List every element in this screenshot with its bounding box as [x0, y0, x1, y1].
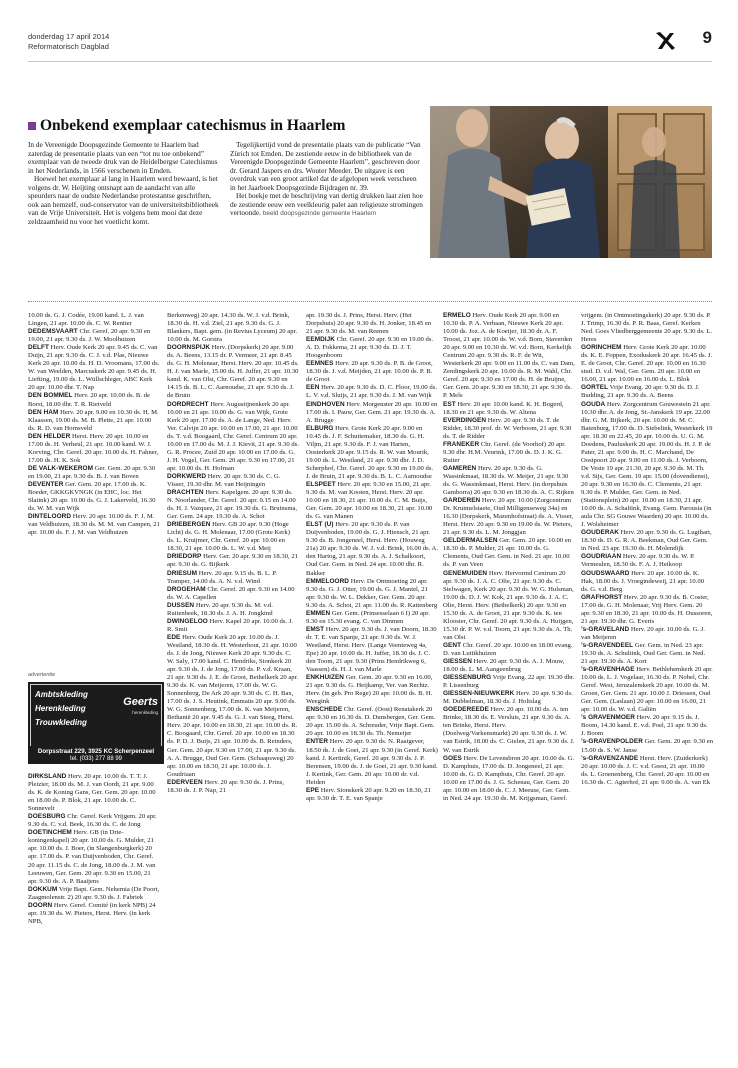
listing-entry	[167, 521, 299, 553]
service-details: Herv. 20 apr. 10.00 ds. G. J. van Meijeren	[581, 625, 705, 641]
service-details: Chr. Geref. 20 apr. 9.30 en 14.00 ds. W. A. Capellen	[167, 585, 295, 601]
listing-entry	[167, 779, 299, 795]
service-details: Herv. Oude Kerk 20 apr. 10.00 ds. J. Westland, 18.30 ds. H. Westerhout, 21 apr. 10.00 ds. J. de Jong, Nieuwe Kerk 20 apr. 9.30 ds. C. W. Saly, 17.00 kand. C. Hendriks, Sionkerk 20 apr. 9.30 ds. J. de Jong, 17.00 ds. P. v.d. Kraan, 21 apr. 9.30 ds. J. E. de Groot, Bethelkerk 20 apr. 9.30 ds. K. van Meijeren, 17.00 ds. W. G. Sonnenberg, De Ark 20 apr. 9.30 ds. C. H. Bax, 17.00 ds. J. S. Heutink, Emmaüs 20 apr. 9.00 ds. W. G. Sonnenberg, 17.00 ds. K. van Meijeren, Bethanië 20 apr. 9.45 ds. G. J. van Steeg, Herst. Herv. 20 apr. 10.00 en 18.30, 21 apr. 10.00 ds. R. C. Boogaard, Chr. Geref. 20 apr. 10.00 en 18.30 ds. P. D. J. Buijs, 21 apr. 10.00 ds. B. Reinders, Ger. Gem. 20 apr. 9.30 en 17.00, 21 apr. 9.30 ds. A. A. Brugge, Oud Ger. Gem. (Schaapsweg) 20 apr. 10.00 en 18.30, 21 apr. 10.00 ds. J. Goudriaan	[167, 633, 299, 778]
place-name: GOEDEREEDE	[443, 706, 489, 714]
place-name: DOESBURG	[28, 813, 66, 821]
listing-entry	[443, 642, 575, 658]
listing-entry	[28, 433, 160, 465]
listing-entry	[28, 409, 160, 433]
service-details: Ger. Gem. 20 apr. 17.00 ds. K. Boeder, GKKGKVNGK (in EHC, loc. Het Slatink) 20 apr. 10.00 ds. G. J. Lakerveld, 16.30 ds. W. M. van Wijk	[28, 480, 156, 513]
place-name: EEN	[306, 384, 320, 392]
place-name: DEN BOMMEL	[28, 392, 73, 400]
place-name: DWINGELOO	[167, 617, 208, 625]
listing-entry	[581, 384, 713, 400]
listing-entry	[443, 690, 575, 706]
place-name: ’s-GRAVENZANDE	[581, 754, 639, 762]
service-details: Herv. Ger. 20 apr. 9.30 en 18.30, 21 apr. 9.30 ds. G. Bijkerk	[167, 553, 298, 569]
listing-entry	[306, 610, 438, 626]
service-details: Herv. 20 apr. 9.30 ds. N. Raatgever, 18.50 ds. J. de Goei, 21 apr. 9.30 (in Geref. Kerk) kand. J. Kertinik, Geref. 20 apr. 9.30 ds. J. P. Berensen, 19.00 ds. J. de Goei, 21 apr. 9.30 kand. J. Kertink, Ger. Gem. 20 apr. 10.00 dr. v.d. Heiden	[306, 738, 438, 786]
church-listing-column-5	[581, 312, 713, 787]
listing-entry	[167, 634, 299, 779]
listing-entry	[443, 537, 575, 569]
place-name: GRAFHORST	[581, 593, 623, 601]
service-details: Vrije Bapt. Gem. Nehemia (De Poort, Zaagmolenstr. 2) 20 apr. 9.30 ds. J. Fabriek	[28, 885, 160, 901]
place-name: EDE	[167, 633, 181, 641]
place-name: DRIEBERGEN	[167, 521, 211, 529]
listing-entry	[167, 344, 299, 400]
listing-entry	[581, 553, 713, 569]
listing-entry	[167, 473, 299, 489]
ad-line: Herenkleding	[35, 704, 86, 713]
listing-entry	[443, 441, 575, 465]
page-header	[28, 22, 712, 62]
advertisement[interactable]	[28, 682, 164, 764]
place-name: DE VALK-WEKEROM	[28, 464, 94, 472]
place-name: ’s-GRAVENPOLDER	[581, 738, 643, 746]
service-details: Herv. Oude Kerk 20 apr. 9.45 ds. C. van Duijn, 21 apr. 9.30 ds. C. J. v.d. Plas, Nieuwe Kerk 20 apr. 10.00 ds. H. D. Vroomans, 17.00 ds. W. van Weelden, Marcuskerk 20 apr. 9.45 ds. H. Liefting, 19.00 ds. L. Wüllschleger, ABC Kerk 20 apr. 10.00 dhr. T. Nap	[28, 344, 160, 392]
place-name: GENEMUIDEN	[443, 569, 488, 577]
church-listing-column-1b	[28, 773, 160, 926]
service-details: Herv. Oude Kerk 20 apr. 9.00 en 10.30 ds. P. A. Verbaan, Nieuwe Kerk 20 apr. 10.00 ds. Joz. A. de Koeijer, 18.30 dr. A. F. Troost, 21 apr. 10.00 ds. W. v.d. Born, Staverden 20 apr. 9.00 en 10.30 ds. W. v.d. Born, Kerkelijk Centrum 20 apr. 9.30 ds. R. F. de Wit, Westerkerk 20 apr. 9.00 en 11.00 ds. C. van Dam, Zendingskerk 20 apr. 10.00 ds. R. M. Wahl, Chr. Geref. 20 apr. 9.30 en 17.00 ds. H. de Bruijne, Ger. Gem. 20 apr. 9.30 en 18.30, 21 apr. 9.30 ds. P. Mels	[443, 312, 575, 400]
listing-entry	[581, 570, 713, 594]
photo-credit: beeld doopsgezinde gemeente Haarlem	[262, 210, 377, 218]
service-details: Chr. Geref. (Oost) Renatakerk 20 apr. 9.30 en 16.30 ds. D. Dunsbergen, Ger. Gem. 20 apr. 15.00 ds. A. Schreuder, Vrije Bapt. Gem. 20 apr. 10.00 en 18.30 ds. Th. Nemeijer	[306, 706, 436, 738]
place-name: GIESSENBURG	[443, 674, 492, 682]
listing-entry	[306, 787, 438, 803]
place-name: DRIEDORP	[167, 553, 202, 561]
listing-entry	[306, 674, 438, 706]
listing-entry	[581, 312, 713, 344]
listing-entry	[167, 570, 299, 586]
listing-entry	[167, 553, 299, 569]
place-name: DINTELOORD	[28, 513, 72, 521]
article-paragraph: In de Vereenigde Doopsgezinde Gemeente te Haarlem had zaterdag de presentatie plaats van een “tot nu toe onbekend” exemplaar van de tweede druk van de Heidelbergse Catechismus in het Nederlands, in 1566 verschenen in Emden.	[28, 140, 218, 175]
place-name: ELBURG	[306, 424, 334, 432]
service-details: vrijgem. (in Ontmoetingskerk) 20 apr. 9.30 ds. P. J. Trimp, 16.30 ds. P. R. Baas, Geref. Kerken Ned. Goes Vliedberggemeente 20 apr. 9.30 ds. L. Heres	[581, 312, 713, 344]
article-paragraph: Tegelijkertijd vond de presentatie plaats van de publicatie “Van Zürich tot Emden. De zestiende eeuw in de bibliotheek van de Vereenigde Doopsgezinde Gemeente Haarlem”, geschreven door dr. Gerard Jaspers en drs. Wouter Meeder. De uitgave is een overdruk van een groot artikel dat de afgelopen week verscheen in het Jaarboek Doopsgezinde Bijdragen nr. 39.	[230, 140, 421, 192]
place-name: EST	[443, 400, 456, 408]
place-name: DOETINCHEM	[28, 829, 72, 837]
place-name: DRACHTEN	[167, 489, 204, 497]
listing-entry	[28, 481, 160, 513]
listing-entry	[28, 773, 160, 813]
listing-entry	[581, 642, 713, 666]
place-name: ENKHUIZEN	[306, 674, 345, 682]
service-details: Herv. GB 20 apr. 9.30 (Hoge Licht) ds. G. H. Molenaar, 17.00 (Grote Kerk) ds. L. Kruijmer, Chr. Geref. 20 apr. 10.00 en 18.30, 21 apr. 10.00 ds. L. W. v.d. Meij	[167, 521, 290, 553]
place-name: ’s GRAVENMOER	[581, 714, 635, 722]
service-details: Herv. 20 apr. 9.30 en 15.00, 21 apr. 9.30 ds. M. van Kooten, Herst. Herv. 20 apr. 10.00 en 18.30, 21 apr. 10.00 ds. C. M. Buijs, Ger. Gem. 20 apr. 10.00 en 18.30, 21 apr. 10.00 ds. G. van Manen	[306, 480, 433, 521]
place-name: ’s-GRAVELAND	[581, 625, 630, 633]
listing-entry	[167, 312, 299, 344]
listing-entry	[581, 401, 713, 530]
listing-entry	[443, 570, 575, 642]
ad-phone: tel. (033) 277 88 99	[69, 756, 123, 762]
service-details: Herv. 20 apr. 9.00 en 10.30 ds. H. M. Klaassen, 19.00 ds. M. B. Plette, 21 apr. 10.00 ds. R. D. van Hornsveld	[28, 408, 159, 432]
service-details: Herv. 20 apr. 10.00 ds. A. ten Brinke, 18.30 ds. E. Versluis, 21 apr. 9.30 ds. A. ten Brinke, Herst. Herv. (Doelweg/Varkensmarkt) 20 apr. 9.30 ds. J. W. van Estrik, 18.00 ds. C. Gielen, 21 apr. 9.30 ds. J. W. van Estrik	[443, 706, 575, 754]
place-name: EEMDIJK	[306, 336, 335, 344]
listing-entry	[581, 738, 713, 754]
listing-entry	[28, 465, 160, 481]
place-name: GENT	[443, 641, 462, 649]
service-details: Herv. 20 apr. 9.30 ds. J. Prins, 18.30 ds. J. P. Nap, 21	[167, 778, 284, 794]
headline-marker-icon	[28, 122, 36, 130]
service-details: Herv. 20 apr. 9.30 ds. G. Lugthart, 18.30 ds. D. G. R. A. Beekman, Oud Ger. Gem. in Ned. 23 apr. 19.30 ds. H. Molendijk	[581, 529, 712, 553]
service-details: Herv. De Ontmoeting 20 apr. 9.30 ds. G. J. Otter, 19.00 ds. G. J. Mantel, 21 apr. 9.30 ds. W. L. Dekker, Ger. Gem. 20 apr. 9.30 ds. A. Schot, 21 apr. 11.00 ds. R. Kattenberg	[306, 577, 438, 609]
listing-entry	[28, 902, 160, 926]
church-listing-column-2	[167, 312, 299, 795]
listing-entry	[581, 714, 713, 738]
listing-entry	[306, 706, 438, 738]
listing-entry	[167, 602, 299, 618]
place-name: DEN HELDER	[28, 432, 71, 440]
listing-entry	[581, 755, 713, 787]
listing-entry	[28, 829, 160, 885]
service-details: Herv. 20 apr. 9.30 ds. W. P. Vermeulen, 18.30 ds. F. A. J. Heikoop	[581, 553, 695, 569]
service-details: Chr. Geref. (de Voorhof) 20 apr. 9.30 dhr. H.M. Veurink, 17.00 ds. D. J. K. G. Ruiter	[443, 440, 566, 464]
listing-entry	[443, 417, 575, 441]
place-name: EEMNES	[306, 360, 334, 368]
listing-entry	[28, 344, 160, 392]
place-name: DUSSEN	[167, 601, 195, 609]
page-number: 9	[702, 28, 712, 47]
place-name: FRANEKER	[443, 440, 480, 448]
listing-entry	[306, 384, 438, 400]
place-name: ’s-GRAVENHAGE	[581, 666, 635, 674]
listing-entry	[167, 618, 299, 634]
ad-line: Ambtskleding	[35, 690, 88, 699]
service-details: Herv. 20 apr. 9.30 ds. J. van Doorn, 18.30 dr. T. E. van Spanje, 21 apr. 9.30 ds. W. J. Westland, Herst. Herv. (Lange Veenteweg 4a, Epe) 20 apr. 10.00 ds. H. Juffer, 18.30 ds. J. C. den Toom, 21 apr. 9.30 (Prins Hendrikweg 6, Vaassen) ds. H. J. van Marle	[306, 625, 437, 674]
service-details: Chr. Geref. 20 apr. 9.30 en 19.00 ds. A. D. Fokkema, 21 apr. 9.30 ds. D. J. T. Hoogenboom	[306, 336, 434, 360]
ad-line: Trouwkleding	[35, 718, 87, 727]
listing-entry	[581, 344, 713, 384]
listing-entry	[167, 489, 299, 521]
service-details: 10.00 ds. G. J. Codée, 19.00 kand. L. J. van Lingen, 21 apr. 10.00 ds. C. W. Rentier	[28, 312, 144, 328]
service-details: Herv. Morgenster 20 apr. 10.00 en 17.00 ds. I. Pauw, Ger. Gem. 21 apr. 19.30 ds. A. A. Brugge	[306, 400, 438, 424]
place-name: GIESSEN-NIEUWKERK	[443, 690, 515, 698]
rd-logo-icon	[654, 30, 676, 52]
listing-entry	[167, 586, 299, 602]
place-name: EDERVEEN	[167, 778, 203, 786]
listing-entry	[443, 312, 575, 401]
article-headline	[28, 117, 428, 137]
place-name: GORTEL	[581, 384, 609, 392]
place-name: GELDERMALSEN	[443, 537, 498, 545]
place-name: DEN HAM	[28, 408, 59, 416]
listing-entry	[443, 401, 575, 417]
service-details: Herv. 20 apr. 9.30 ds. P. B. de Groot, 18.30 ds. J. v.d. Meijden, 21 apr. 10.00 ds. P. B. de Groot	[306, 360, 433, 384]
article-photo	[430, 106, 712, 258]
service-details: Herv. Bethlehemkerk 20 apr. 10.00 ds. L. J. Vogelaar, 16.30 ds. P. Nobel, Chr. Geref. West, Jeruzalemkerk 20 apr. 10.00 ds. M. Groen, Ger. Gem. 21 apr. 10.00 J. Driessen, Oud Ger. Gem. (Laslaan) 20 apr. 10.00 en 16.00, 21 apr. 10.00 ds. W. v.d. Galiën	[581, 666, 713, 714]
listing-entry	[581, 594, 713, 626]
service-details: Herv. 20 apr. 10.00 ds. K. Hak, 18.00 ds. J. Vroegindeweij, 21 apr. 10.00 ds. G. v.d. Berg	[581, 569, 705, 593]
place-name: EINDHOVEN	[306, 400, 345, 408]
place-name: ELST (U)	[306, 521, 334, 529]
listing-entry	[306, 626, 438, 674]
service-details: Herv. Grote Kerk 20 apr. 9.00 en 10.45 ds. J. F. Schuitemaker, 18.30 ds. G. H. Viljm, 21 apr. 9.30 ds. F. J. van Harten, Oosterkerk 20 apr. 9.15 ds. R. W. van Mourik, 19.00 ds. L. Westland, 21 apr. 9.30 dhr. J. D. Scherphof, Chr. Geref. 20 apr. 9.30 en 19.00 ds. J. de Bruin, 21 apr. 9.30 ds. B. L. C. Aarnoudse	[306, 424, 434, 480]
service-details: Ger. Gem. in Ned. 23 apr. 19.30 ds. A. Schultink, Oud Ger. Gem. in Ned. 21 apr. 19.30 ds. A. Kort	[581, 641, 706, 666]
article-paragraph: Het boekje met de beschrijving van dertig drukken laat zien hoe de zestiende eeuw een veelkleurig palet aan religieuze stromingen vertoonde.	[230, 191, 423, 218]
service-details: Herv. (Dorpskerk) 20 apr. 9.00 ds. A. Beens, 13.15 dr. P. Vermeer, 21 apr. 8.45 ds. G. H. Molenaar, Herst. Herv. 20 apr. 10.45 ds. H. J. van Marle, 15.00 ds. H. Juffer, 21 apr. 10.30 kand. K. van Olst, Chr. Geref. 20 apr. 9.30 en 14.15 ds. B. L. C. Aarnoudse, 21 apr. 9.30 ds. J. de Bruin	[167, 344, 299, 400]
listing-entry	[28, 886, 160, 902]
article-column-2	[230, 141, 424, 219]
service-details: Herv. 20 apr. 10.00 (Zorgcentrum Dr. Kruimelstaete, Oud Milligenseweg 34a) en 16.30 (Dorpskerk, Mazenhofstraat) ds. A. Visser, Herst. Herv. 20 apr. 9.30 en 19.00 ds. W. Pieters, 21 apr. 9.30 ds. L. M. Jonggjan	[443, 497, 574, 537]
service-details: Herv. Zorgcentrum Gouwestein 21 apr. 10.30 dhr. A. de Jong, St.-Janskerk 19 apr. 22.00 dhr. G. M. Bijkerk, 20 apr. 10.00 ds. M. C. Batenburg, 17.00 ds. D. Siebelink, Westerkerk 19 apr. 18.30 en 22.45, 20 apr. 10.00 ds. U. G. M. Doedens, Pauluskerk 20 apr. 19.00 ds. H. J. P. de Pater, 21 apr. 9.00 ds. H. C. Marchand, De Oostpoort 20 apr. 9.00 en 11.00 ds. J. Verboom, De Veste 19 apr. 21.30, 20 apr. 9.30 ds. M. Th. v.d. Sijs, Ger. Gem. 19 apr. 15.00 (dovendienst), 20 apr. 9.30 en 16.30 ds. C. Clements, 21 apr. 9.30 ds. P. Mulder, Ger. Gem. in Ned. (Stationsplein) 20 apr. 10.00 en 18.30, 21 apr. 10.00 ds. A. Schaltink, Evang. Gem. Parousia (in aula Chr. SG Gouwe Waarden) 20 apr. 10.00 ds. J. Wolsheimer	[581, 400, 713, 529]
place-name: DRIESUM	[167, 569, 198, 577]
place-name: ELSPEET	[306, 480, 336, 488]
listing-entry	[306, 578, 438, 610]
place-name: GOUDA	[581, 400, 606, 408]
article-paragraph-with-caption	[230, 192, 424, 219]
service-details: Herv. Hervormd Centrum 20 apr. 9.30 ds. J. A. C. Olie, 21 apr. 9.30 ds. C. Stelwagen, Kerk 20 apr. 9.30 ds. W. G. Hulsman, 19.00 ds. D. J. W. Kok, 21 apr. 9.30 ds. J. A. C. Olie, Herst. Herv. (Bethelkerk) 20 apr. 9.30 en 15.30 ds. A. de Groot, 21 apr. 9.30 ds. K. ten Klooster, Chr. Geref. 20 apr. 9.30 ds. A. Huijgen, 15.30 dr. P. W. v.d. Toorn, 21 apr. 9.30 ds. A. Th. van Olst	[443, 569, 574, 641]
place-name: DORDRECHT	[167, 400, 209, 408]
service-details: Herv. Grote Kerk 20 apr. 10.00 ds. K. E. Foppen, Exoduskerk 20 apr. 16.45 ds. J. E. de Groot, Chr. Geref. 20 apr. 10.00 en 16.30 stud. D. v.d. Wal, Ger. Gem. 20 apr. 10.00 en 16.00, 21 apr. 10.00 en 16.00 ds. L. Blok	[581, 344, 713, 384]
listing-entry	[581, 666, 713, 714]
listing-entry	[306, 401, 438, 425]
service-details: Herv. 20 apr. 9.30 ds. P. van Duijvenboden, 19.00 ds. G. J. Hiensch, 21 apr. 9.30 ds. B. Jongeneel, Herst. Herv. (Houweg 21a) 20 apr. 9.30 ds. W. J. v.d. Brink, 16.00 ds. A. den Hartog, 21 apr. 9.30 ds. A. J. Schalkoort, Oud Ger. Gem. in Ned. 24 apr. 10.00 dhr. R. Bakker	[306, 521, 439, 577]
listing-entry	[443, 465, 575, 497]
place-name: EMMEN	[306, 609, 331, 617]
church-listing-column-1	[28, 312, 160, 537]
service-details: Herv. Kapelgem. 20 apr. 9.30 ds. N. Noorlander, Chr. Geref. 20 apr. 9.15 en 14.00 ds. H. J. Vazquez, 21 apr. 19.30 ds. G. Bruinsma, Ger. Gem. 24 apr. 19.30 ds. A. Schot	[167, 489, 298, 521]
listing-entry	[306, 425, 438, 481]
listing-entry	[306, 336, 438, 360]
service-details: Herv. 20 apr. 10.00 ds. B. de Borst, 18.00 dhr. T. R. Rietveld	[28, 392, 150, 408]
service-details: Herv. Kapel 20 apr. 10.00 ds. J. R. Smit	[167, 617, 294, 633]
listing-entry	[443, 658, 575, 674]
service-details: Herv. 20 apr. 9.30 ds. D. C. Floor, 19.00 ds. L. V. v.d. Sluijs, 21 apr. 9.30 ds. J. M. van Wijk	[306, 384, 437, 400]
service-details: Herv. 20 apr. 9.30 ds. T. de Ridder, 18.30 prof. dr. W. Verboom, 21 apr. 9.30 ds. T. de Ridder	[443, 416, 572, 440]
service-details: Herv. 20 apr. 9.30 ds. M. v.d. Ruitenbeek, 18.30 ds. J. A. H. Jongkind	[167, 601, 273, 617]
place-name: GIESSEN	[443, 658, 472, 666]
service-details: Ger. Gem. 20 apr. 9.30 en 16.00, 21 apr. 9.30 ds. G. Heijkamp, Ver. van Rechtz. Herv. (in geb. Pro Rege) 20 apr. 10.00 ds. B. H. Weegink	[306, 674, 433, 706]
advertisement-label: advertentie	[28, 672, 56, 678]
article-paragraph: Hoewel het exemplaar al lang in Haarlem werd bewaard, is het volgens dr. W. Heijting ontsnapt aan de aandacht van alle speurders naar de oudste Nederlandse protestantse geschriften, ook aan hemzelf, oud-conservator van de universiteitsbibliotheek van de Vrije Universiteit. Het is volgens hem mooi dat deze zeldzaamheid nu voor het voetlicht komt.	[28, 174, 219, 226]
listing-entry	[443, 755, 575, 803]
service-details: apr. 19.30 ds. J. Prins, Herst. Herv. (Het Dorpshuis) 20 apr. 9.30 ds. H. Jonker, 18.45 en 21 apr. 9.30 ds. M. van Reenen	[306, 312, 432, 336]
listing-entry	[306, 481, 438, 521]
service-details: Ger. Gem. 20 apr. 9.30 en 19.00, 21 apr. 9.30 ds. B. J. van Boven	[28, 464, 156, 480]
listing-entry	[443, 706, 575, 754]
service-details: Vrije Evang. 22 apr. 19.30 dhr. P. Lissenburg	[443, 674, 575, 690]
church-listing-column-4	[443, 312, 575, 803]
service-details: Herv. 20 apr. 9.30 ds. B. Coster, 17.00 ds. G. H. Molenaar, Vrij Herv. Gem. 20 apr. 9.30 en 18.30, 21 apr. 10.00 ds. H. Oussoren, 21 apr. 19.30 dhr. G. Everts	[581, 593, 713, 625]
listing-entry	[443, 497, 575, 537]
service-details: Chr. Geref. Kerk Vrijgem. 20 apr. 9.30 ds. C. v.d. Beek, 16.30 ds. C. de Jong	[28, 813, 157, 829]
place-name: GARDEREN	[443, 497, 481, 505]
service-details: Ger. Gem. 20 apr. 10.00 en 18.30 ds. P. Mulder, 21 apr. 10.00 ds. G. Clements, Oud Ger. Gem. in Ned. 21 apr. 10.00 ds. P. van Veen	[443, 537, 572, 569]
service-details: Herv. 20 apr. 9.15 ds. J. Boom, 14.30 kand. E. v.d. Poel, 21 apr. 9.30 ds. J. Boom	[581, 714, 708, 738]
place-name: ENSCHEDE	[306, 706, 343, 714]
place-name: EMST	[306, 625, 325, 633]
place-name: DEVENTER	[28, 480, 64, 488]
listing-entry	[306, 521, 438, 577]
listing-entry	[306, 738, 438, 786]
place-name: EPE	[306, 786, 320, 794]
newspaper-name: Reformatorisch Dagblad	[28, 42, 109, 51]
listing-entry	[443, 674, 575, 690]
place-name: GOUDSWAARD	[581, 569, 630, 577]
issue-date: donderdag 17 april 2014	[28, 32, 110, 41]
church-listing-column-3	[306, 312, 438, 803]
place-name: DIRKSLAND	[28, 773, 67, 780]
article-column-1	[28, 141, 222, 226]
service-details: Ger. Gem. 20 apr. 9.30 en 15.00 ds. S. W. Janse	[581, 738, 714, 754]
ad-brand-sub: herenkleding	[132, 710, 158, 715]
listing-entry	[306, 360, 438, 384]
place-name: DOKKUM	[28, 885, 58, 893]
listing-entry	[306, 312, 438, 336]
service-details: Ger. Gem. (Prinsesselaan 6 I) 20 apr. 9.30 en 15.30 evang. C. van Dtnmen	[306, 609, 430, 625]
service-details: Herv. Sionskerk 20 apr. 9.20 en 18.30, 21 apr. 9.30 dr. T. E. van Spanje	[306, 786, 431, 802]
place-name: DEDEMSVAART	[28, 328, 78, 336]
place-name: ’s-GRAVENDEEL	[581, 641, 634, 649]
place-name: EMMELOORD	[306, 577, 350, 585]
place-name: GOUDRIAAN	[581, 553, 622, 561]
service-details: Herv. 20 apr. 10.00 ds. F. J. M. van Veldhuizen, 18.30 ds. M. M. van Campen, 21 apr. 10.00 ds. F. J. M. van Veldhuizen	[28, 513, 160, 537]
service-details: Herv. 20 apr. 9.30 ds. A. J. Mouw, 18.00 ds. L. M. Aangeenbrug	[443, 658, 565, 674]
place-name: DORKWERD	[167, 472, 207, 480]
listing-entry	[28, 312, 160, 328]
service-details: Herv. 20 apr. 9.30 ds. G. Wassinkmaat, 18.30 ds. W. Meijer, 21 apr. 9.30 ds. G. Wassinkmaat, Herst. Herv. (in dorpshuis Gamborra) 20 apr. 9.30 en 18.30 ds. A. C. Rijken	[443, 464, 574, 497]
listing-entry	[28, 392, 160, 408]
place-name: DOORNSPIJK	[167, 344, 211, 352]
place-name: ENTER	[306, 738, 329, 746]
service-details: Herv. Augustijnenkerk 20 apr. 10.00 en 21 apr. 10.00 ds. G. van Wijk, Grote Kerk 20 apr. 17.00 ds. A. de Lange, Ned. Herv. Ver. Calvijn 20 apr. 10.00 en 17.00, 21 apr. 10.00 ds. T. v.d. Boogaard, Chr. Geref. Centrum 20 apr. 10.00 en 17.00 ds. M. J. J. Kievit, 21 apr. 9.30 ds. G. R. Procee, Zuid 20 apr. 10.00 en 17.00 ds. G. J. H. Vogel, Ger. Gem. 20 apr. 9.30 en 17.00, 21 apr. 10.00 ds. H. Hofman	[167, 400, 299, 472]
ad-address: Dorpsstraat 229, 3925 KC Scherpenzeel	[37, 748, 155, 755]
listing-entry	[167, 401, 299, 473]
place-name: GOUDERAK	[581, 529, 619, 537]
service-details: Vrije Evang. 20 apr. 9.30 ds. D. J. Budding, 21 apr. 9.30 ds. A. Beens	[581, 384, 700, 400]
listing-entry	[581, 529, 713, 553]
listing-entry	[581, 626, 713, 642]
service-details: Herst. Herv. (Zuiderkerk) 20 apr. 10.00 ds. J. C. v.d. Geest, 21 apr. 10.00 ds. L. Groenenberg, Chr. Geref. 20 apr. 10.00 en 16.30 ds. C. Agterhof, 21 apr. 9.00 ds. A. van Ek	[581, 754, 711, 786]
section-divider	[28, 301, 712, 302]
place-name: GOES	[443, 754, 462, 762]
service-details: Herv. 20 apr. 10.00 ds. T. T. J. Pleizier, 18.00 ds. M. J. van Oordt, 21 apr. 9.00 ds. K. de Koning Gans, Ger. Gem. 20 apr. 10.00 en 18.00 ds. P. Blok, 21 apr. 10.00 ds. C. Sonnevelt	[28, 773, 156, 813]
service-details: Herv. Geref. Comité (in kerk NPB) 24 apr. 19.30 ds. W. Pieters, Herst. Herv. (in kerk NPB,	[28, 901, 156, 925]
service-details: Herv. 20 apr. 9.30 ds. M. Dubbelman, 18.30 ds. J. Holtslag	[443, 690, 573, 706]
place-name: GORINCHEM	[581, 344, 622, 352]
service-details: Herv. 20 apr. 10.00 kand. K. H. Bogerd, 18.30 en 21 apr. 9.30 ds. W. Altena	[443, 400, 564, 416]
ad-brand: Geerts	[123, 696, 158, 708]
listing-entry	[28, 328, 160, 344]
service-details: Chr. Geref. 20 apr. 10.00 en 18.00 evang. D. van Luttikhuizen	[443, 641, 573, 657]
place-name: GAMEREN	[443, 464, 477, 472]
service-details: Herv. 20 apr. 9.30 ds. C. G. Visser, 19.30 dhr. M. van Heijningen	[167, 472, 281, 488]
service-details: Herv. 20 apr. 9.15 ds. B. L. P. Tramper, 14.00 ds. A. N. v.d. Wind	[167, 569, 277, 585]
service-details: Herst. Herv. 20 apr. 10.00 en 17.00 ds. H. Verheul, 21 apr. 10.00 kand. W. J. Korving, Chr. Geref. 20 apr. 10.00 ds. H. Fahner, 17.00 ds. H. K. Sok	[28, 432, 159, 464]
place-name: DELFT	[28, 344, 49, 352]
service-details: Herv. De Levensbron 20 apr. 10.00 ds. G. D. Kamphuis, 17.00 ds. D. Jongeneel, 21 apr. 10.00 ds. G. D. Kamphuis, Chr. Geref. 20 apr. 10.00 en 17.00 ds. J. G. Schenau, Ger. Gem. 20 apr. 10.00 en 18.00 ds. C. J. Meeuse, Ger. Gem. in Ned. 24 apr. 19.30 ds. M. Krijgsman, Geref.	[443, 754, 575, 802]
headline-text: Onbekend exemplaar catechismus in Haarlem	[40, 117, 346, 134]
place-name: EVERDINGEN	[443, 416, 487, 424]
listing-entry	[28, 513, 160, 537]
service-details: Chr. Geref. 20 apr. 9.30 en 19.00, 21 apr. 9.30 ds. J. W. Moolhuizen	[28, 328, 151, 344]
photo-illustration	[430, 106, 712, 258]
listing-entry	[28, 813, 160, 829]
place-name: DROGEHAM	[167, 585, 206, 593]
place-name: ERMELO	[443, 312, 471, 319]
service-details: Herv. GB (in Driekoningenkapel) 20 apr. 10.00 ds. G. Mulder, 21 apr. 10.00 ds. J. Boer, (in Slangenburgkerk) 20 apr. 17.00 ds. P. van Duijvenboden, Chr. Geref. 20 apr. 11.15 ds. C. de Jong, 18.00 ds. J. M. van Leeuwen, Ger. Gem. 20 apr. 9.30 en 15.00, 21 apr. 9.30 ds. A. P. Baaijens	[28, 829, 156, 885]
place-name: DOORN	[28, 901, 53, 909]
service-details: Berkenweg) 20 apr. 14.30 ds. W. J. v.d. Brink, 18.30 ds. H. v.d. Ziel, 21 apr. 9.30 ds. G. J. Blankers, Bapt. gem. (in Revius Lyceum) 20 apr. 10.00 ds. M. Gorsira	[167, 312, 298, 344]
